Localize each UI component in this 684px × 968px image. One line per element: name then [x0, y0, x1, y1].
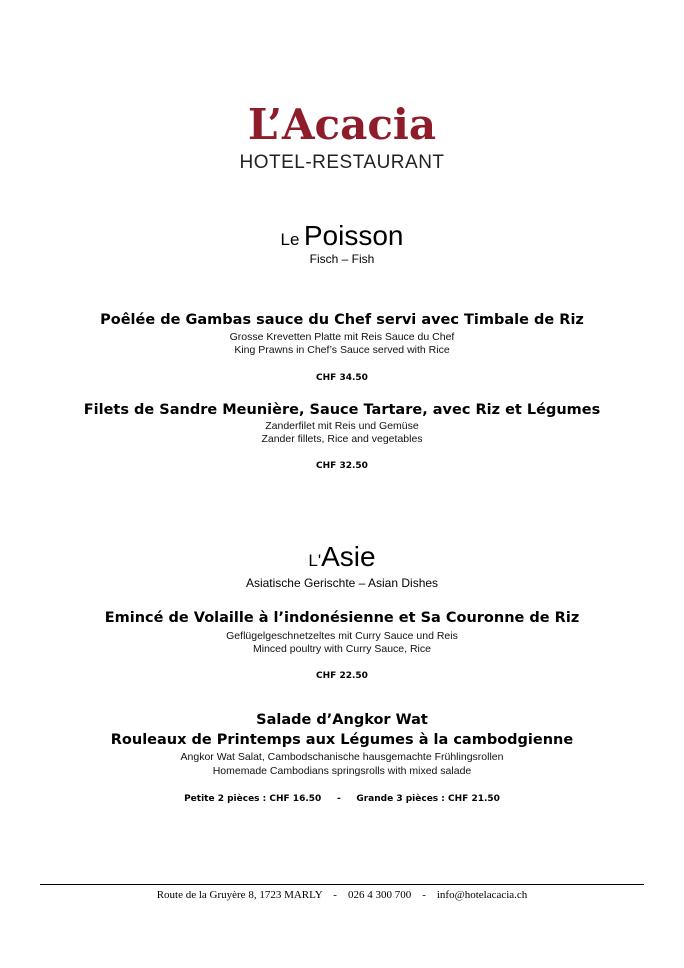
section-title-prefix: Le: [280, 230, 300, 249]
dish-desc-de: Zanderfilet mit Reis und Gemüse: [265, 420, 419, 432]
dish-name: Filets de Sandre Meunière, Sauce Tartare, avec Riz et Légumes: [83, 402, 601, 418]
dish-name: Rouleaux de Printemps aux Légumes à la cambodgienne: [110, 732, 574, 748]
dish-price: CHF 34.50: [316, 373, 368, 383]
dish-desc-de: Angkor Wat Salat, Cambodschanische hausgemachte Frühlingsrollen: [180, 751, 504, 763]
logo-name: L’Acacia: [247, 100, 437, 149]
section-title-main: Asie: [321, 541, 376, 572]
section-subtitle-asia: Asiatische Gerischte – Asian Dishes: [245, 576, 439, 590]
dish-price: CHF 22.50: [316, 671, 368, 681]
dish-name: Poêlée de Gambas sauce du Chef servi avec Timbale de Riz: [100, 312, 584, 328]
section-title-main: Poisson: [303, 220, 404, 251]
dish-name: Emincé de Volaille à l’indonésienne et Sa Couronne de Riz: [104, 610, 580, 626]
section-subtitle-fish: Fisch – Fish: [309, 252, 375, 266]
dish-price: CHF 32.50: [316, 461, 368, 471]
dish-name: Salade d’Angkor Wat: [256, 712, 428, 728]
section-title-prefix: L': [308, 551, 322, 570]
dish-desc-de: Grosse Krevetten Platte mit Reis Sauce du Chef: [229, 331, 455, 343]
dish-desc-en: Minced poultry with Curry Sauce, Rice: [253, 643, 431, 655]
logo-subtitle: HOTEL-RESTAURANT: [239, 152, 445, 173]
dish-desc-de: Geflügelgeschnetzeltes mit Curry Sauce und Reis: [226, 630, 458, 642]
dish-desc-en: Homemade Cambodians springsrolls with mixed salade: [212, 765, 472, 777]
footer-divider: [40, 884, 644, 885]
dish-price: Petite 2 pièces : CHF 16.50 - Grande 3 pièces : CHF 21.50: [184, 794, 500, 804]
section-title-asia: [0, 541, 684, 578]
dish-desc-en: Zander fillets, Rice and vegetables: [261, 433, 423, 445]
dish-desc-en: King Prawns in Chef’s Sauce served with Rice: [234, 344, 450, 356]
footer-address: Route de la Gruyère 8, 1723 MARLY - 026 4 300 700 - info@hotelacacia.ch: [156, 889, 528, 901]
